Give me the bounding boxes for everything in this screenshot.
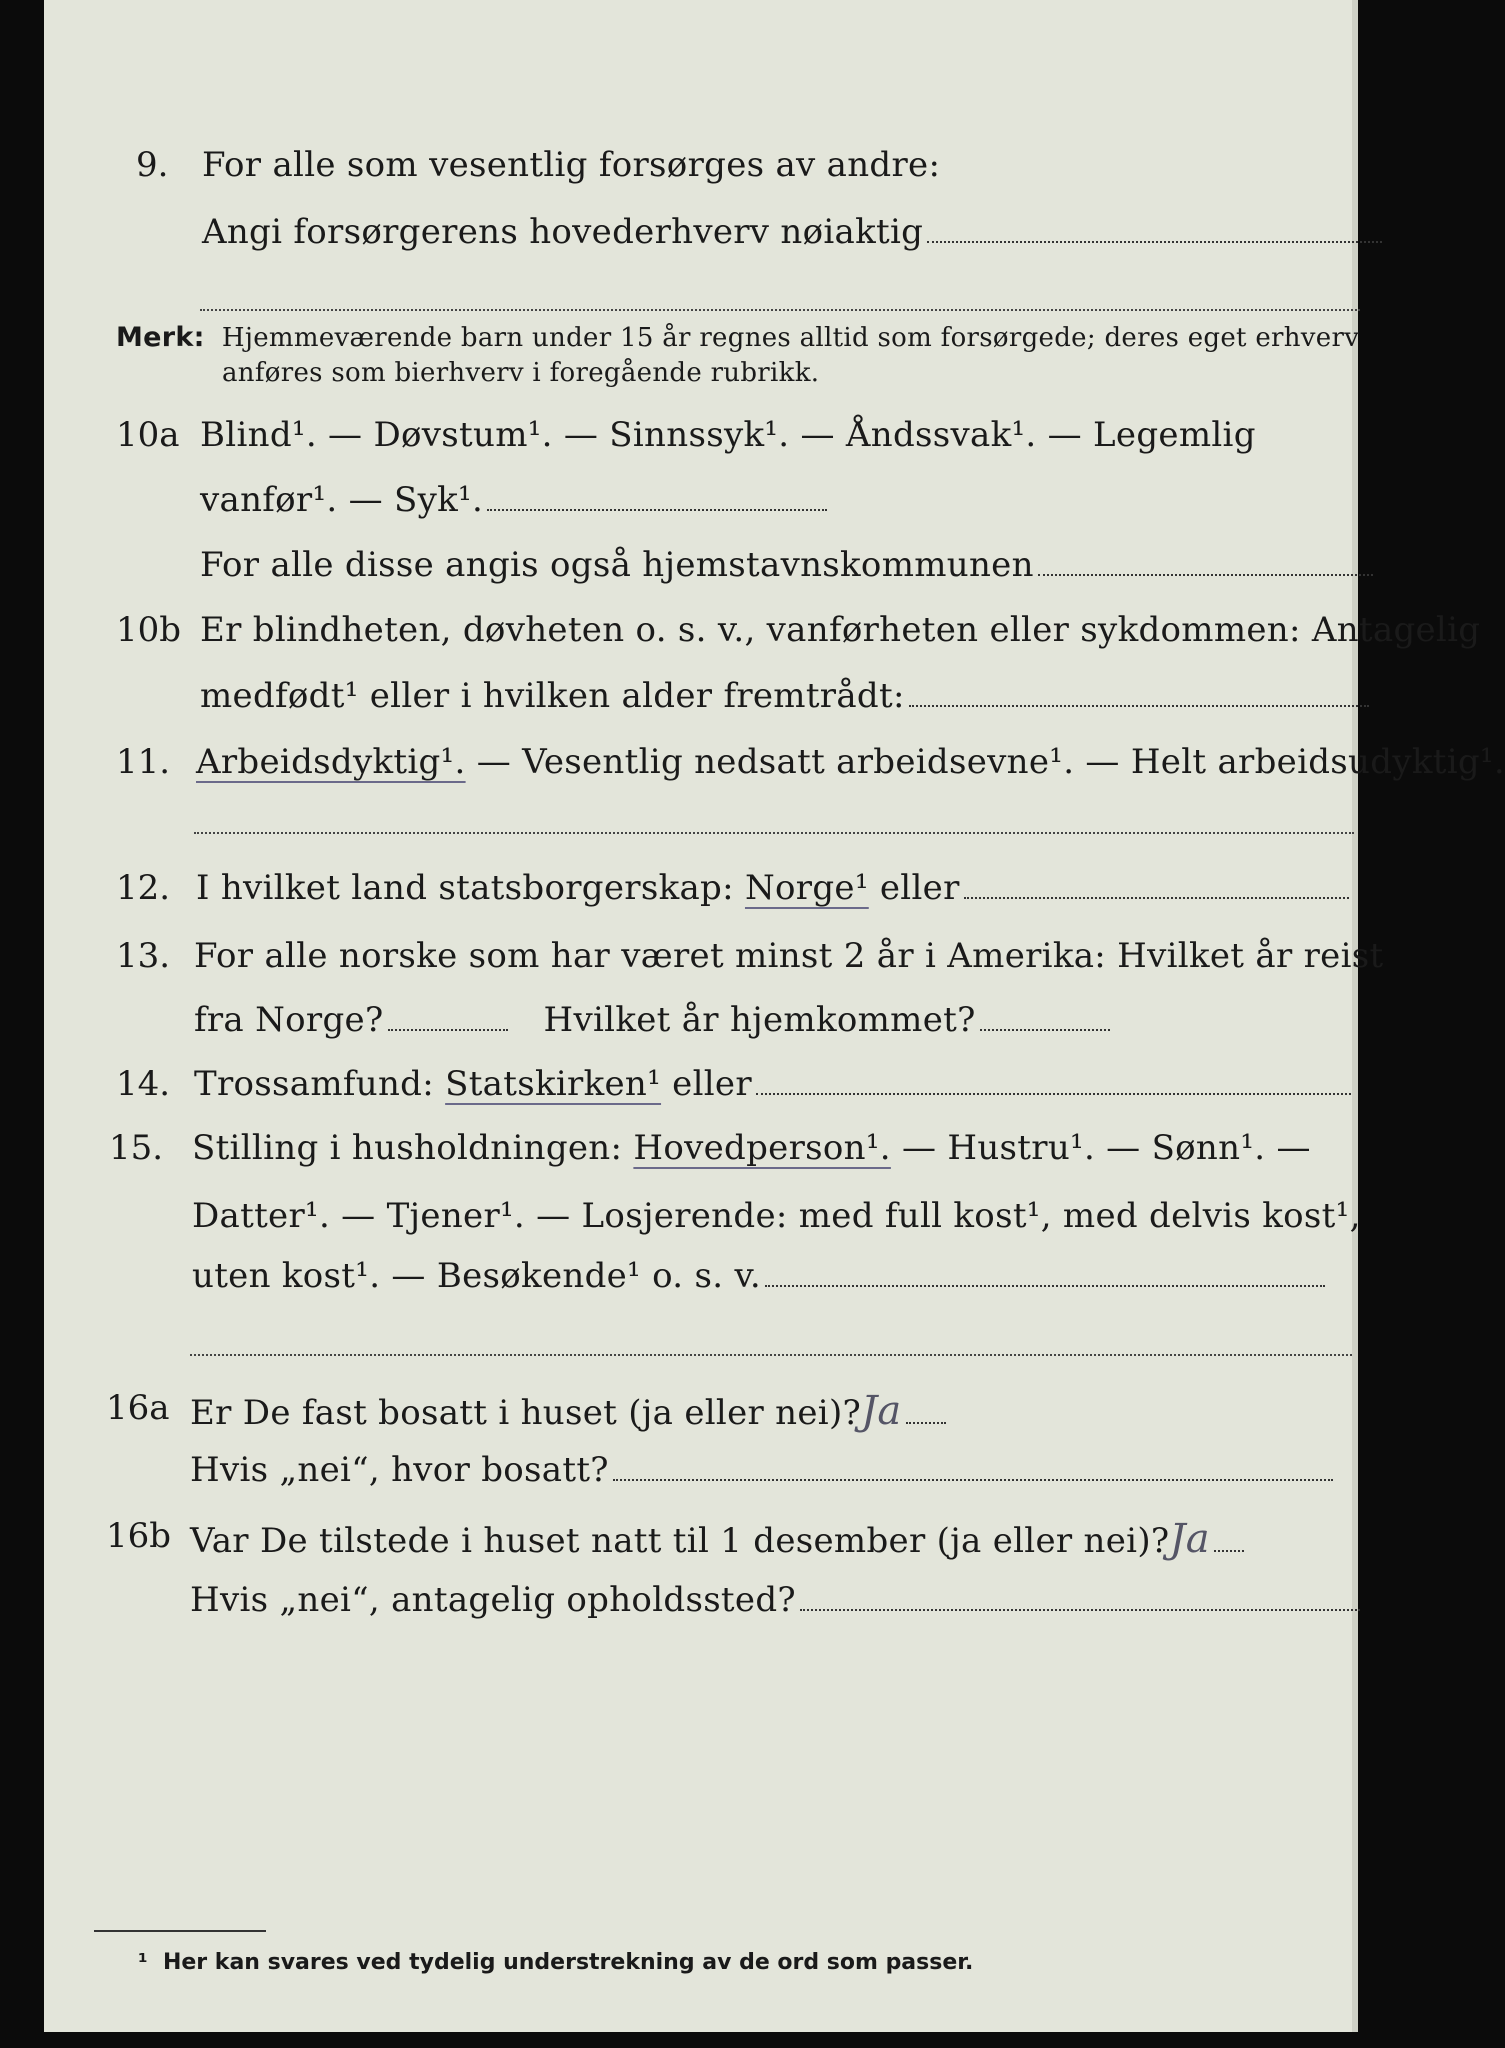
census-form-page	[44, 0, 1505, 2032]
q10a-number: 10a	[116, 415, 180, 455]
q10b-line1: Er blindheten, døvheten o. s. v., vanførheten eller sykdommen: Antagelig	[200, 610, 1481, 650]
footnote-text: Her kan svares ved tydelig understrekning av de ord som passer.	[162, 1950, 974, 1975]
q13-departure-field[interactable]	[388, 1028, 508, 1031]
q16b-line2	[190, 1580, 1360, 1620]
q16b-where-field[interactable]	[800, 1608, 1360, 1611]
q10a-home-field[interactable]	[1038, 573, 1373, 576]
q11-rest: — Vesentlig nedsatt arbeidsevne¹. — Helt arbeidsudyktig¹.	[465, 742, 1505, 782]
q9-line1: For alle som vesentlig forsørges av andre:	[202, 145, 941, 185]
q15-line3	[192, 1256, 1325, 1296]
q10a-line3-text: For alle disse angis også hjemstavnskommunen	[200, 545, 1034, 585]
q9-answer-field[interactable]	[927, 240, 1382, 243]
q11-answer-line[interactable]	[194, 832, 1354, 834]
q15-post: — Hustru¹. — Sønn¹. —	[890, 1128, 1311, 1168]
q14-number: 14.	[116, 1064, 171, 1104]
q13-line2a: fra Norge?	[194, 1000, 384, 1040]
q10a-line1: Blind¹. — Døvstum¹. — Sinnssyk¹. — Åndssvak¹. — Legemlig	[200, 415, 1256, 455]
q15-answer-line[interactable]	[190, 1354, 1352, 1356]
q16b-line1	[190, 1516, 1244, 1562]
q13-return-field[interactable]	[980, 1028, 1110, 1031]
q16a-answer-field[interactable]	[906, 1421, 946, 1424]
q12-answer-field[interactable]	[964, 896, 1349, 899]
merk-note-line1	[116, 322, 1359, 353]
q14-post: eller	[661, 1064, 752, 1104]
q16b-number: 16b	[106, 1516, 172, 1556]
q15-number: 15.	[109, 1128, 164, 1168]
merk-label: Merk:	[116, 322, 205, 353]
q11-number: 11.	[116, 742, 171, 782]
q15-line1	[192, 1128, 1311, 1168]
q16b-handwritten-answer[interactable]: Ja	[1169, 1516, 1210, 1562]
q10b-line2-text: medfødt¹ eller i hvilken alder fremtrådt:	[200, 676, 905, 716]
q16a-number: 16a	[106, 1388, 170, 1428]
q13-line2b: Hvilket år hjemkommet?	[543, 1000, 976, 1040]
q10b-number: 10b	[116, 610, 182, 650]
q16b-line2-text: Hvis „nei“, antagelig opholdssted?	[190, 1580, 796, 1620]
q13-number: 13.	[116, 936, 171, 976]
q15-underlined-option[interactable]: Hovedperson¹.	[633, 1128, 891, 1168]
q16a-line1	[190, 1388, 946, 1434]
q12-line	[196, 868, 1349, 908]
q16a-line2-text: Hvis „nei“, hvor bosatt?	[190, 1450, 609, 1490]
q14-underlined-option[interactable]: Statskirken¹	[445, 1064, 662, 1104]
q16a-question: Er De fast bosatt i huset (ja eller nei)?	[190, 1393, 862, 1433]
q16a-line2	[190, 1450, 1333, 1490]
q15-answer-field[interactable]	[765, 1284, 1325, 1287]
q11-underlined-option[interactable]: Arbeidsdyktig¹.	[196, 742, 466, 782]
q12-underlined-option[interactable]: Norge¹	[744, 868, 869, 908]
q14-line	[194, 1064, 1351, 1104]
q10b-line2	[200, 676, 1369, 716]
q10a-line2-text: vanfør¹. — Syk¹.	[200, 480, 484, 520]
q14-pre: Trossamfund:	[194, 1064, 446, 1104]
q16b-answer-field[interactable]	[1214, 1549, 1244, 1552]
q15-line2: Datter¹. — Tjener¹. — Losjerende: med full kost¹, med delvis kost¹,	[192, 1196, 1361, 1236]
q9-line2	[202, 212, 1382, 252]
q14-answer-field[interactable]	[756, 1092, 1351, 1095]
footnote-mark: ¹	[138, 1950, 148, 1975]
q15-pre: Stilling i husholdningen:	[192, 1128, 634, 1168]
footnote	[138, 1950, 973, 1975]
q15-line3-text: uten kost¹. — Besøkende¹ o. s. v.	[192, 1256, 762, 1296]
merk-note-line2: anføres som bierhverv i foregående rubrikk.	[222, 358, 820, 388]
q11-line1	[196, 742, 1505, 782]
q10b-answer-field[interactable]	[909, 704, 1369, 707]
q10a-answer-field[interactable]	[487, 508, 827, 511]
q12-pre: I hvilket land statsborgerskap:	[196, 868, 745, 908]
q16b-question: Var De tilstede i huset natt til 1 desember (ja eller nei)?	[190, 1521, 1170, 1561]
q16a-handwritten-answer[interactable]: Ja	[861, 1388, 902, 1434]
footnote-divider	[94, 1930, 266, 1932]
q16a-where-field[interactable]	[613, 1478, 1333, 1481]
q12-post: eller	[868, 868, 960, 908]
q12-number: 12.	[116, 868, 171, 908]
q9-answer-line2[interactable]	[200, 309, 1360, 311]
q9-line2-text: Angi forsørgerens hovederhverv nøiaktig	[202, 212, 924, 252]
merk-text1: Hjemmeværende barn under 15 år regnes alltid som forsørgede; deres eget erhverv	[221, 323, 1360, 353]
q13-line1: For alle norske som har været minst 2 år i Amerika: Hvilket år reist	[194, 936, 1384, 976]
q10a-line3	[200, 545, 1373, 585]
q9-number: 9.	[136, 145, 169, 185]
q13-line2	[194, 1000, 1110, 1040]
q10a-line2	[200, 480, 827, 520]
